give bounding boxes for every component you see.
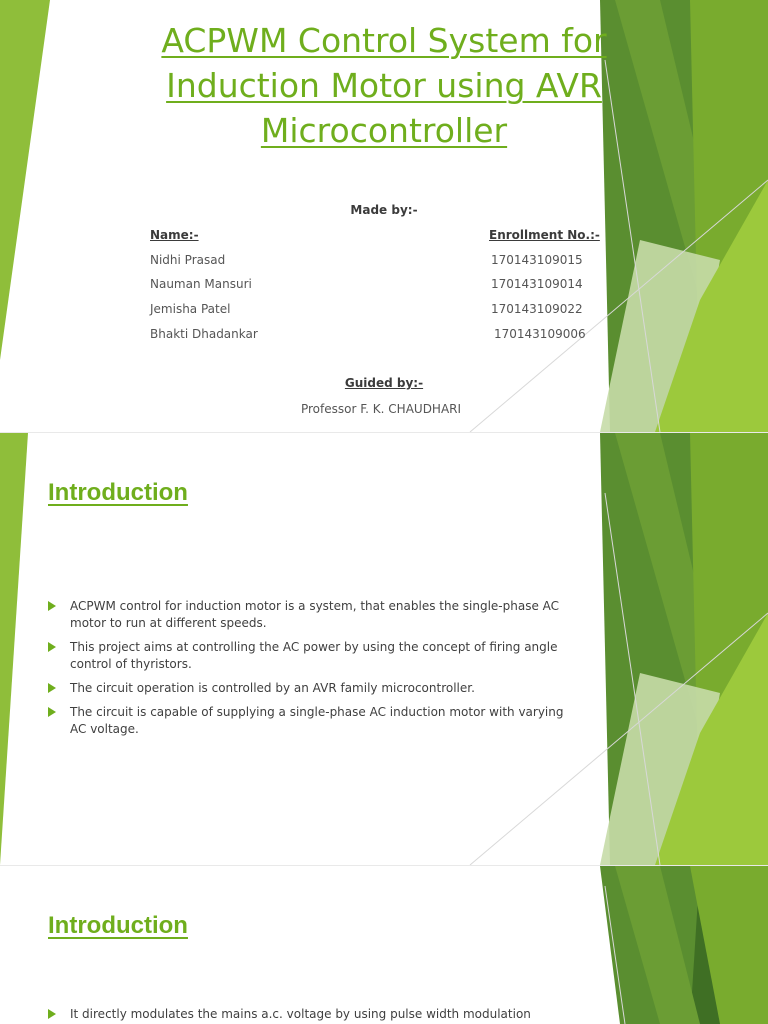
section-title: Introduction: [48, 479, 188, 506]
bullet-item: [48, 680, 568, 697]
made-by-label: Made by:-: [350, 203, 418, 217]
bullet-item: [48, 639, 568, 673]
triangle-bullet-icon: [48, 1009, 56, 1019]
slide-introduction: [0, 433, 768, 865]
member-row: [0, 327, 768, 347]
bullet-text: This project aims at controlling the AC power by using the concept of firing angle control of thyristors.: [70, 640, 558, 671]
member-enrollment: 170143109015: [491, 253, 583, 267]
member-name: Bhakti Dhadankar: [150, 327, 258, 341]
member-row: [0, 277, 768, 297]
member-name: Jemisha Patel: [150, 302, 231, 316]
triangle-bullet-icon: [48, 601, 56, 611]
green-decoration-graphic: [0, 866, 768, 1024]
member-name: Nidhi Prasad: [150, 253, 226, 267]
bullet-text: It directly modulates the mains a.c. voltage by using pulse width modulation: [70, 1007, 531, 1021]
triangle-bullet-icon: [48, 707, 56, 717]
triangle-bullet-icon: [48, 642, 56, 652]
section-title: Introduction: [48, 912, 188, 939]
member-enrollment: 170143109006: [494, 327, 586, 341]
bullet-text: The circuit operation is controlled by an AVR family microcontroller.: [70, 681, 475, 695]
member-enrollment: 170143109014: [491, 277, 583, 291]
slide-title: [0, 0, 768, 432]
guide-name: Professor F. K. CHAUDHARI: [300, 402, 462, 416]
triangle-bullet-icon: [48, 683, 56, 693]
guided-by-label: Guided by:-: [344, 376, 424, 390]
member-row: [0, 302, 768, 322]
member-name: Nauman Mansuri: [150, 277, 252, 291]
member-row: [0, 253, 768, 273]
enrollment-column-header: Enrollment No.:-: [489, 228, 600, 242]
slide-introduction-continued: [0, 866, 768, 1024]
member-enrollment: 170143109022: [491, 302, 583, 316]
bullet-item: [48, 598, 568, 632]
bullet-text: The circuit is capable of supplying a single-phase AC induction motor with varying AC voltage.: [70, 705, 564, 736]
presentation-title: ACPWM Control System for Induction Motor using AVR Microcontroller: [161, 21, 607, 150]
name-column-header: Name:-: [150, 228, 199, 242]
bullet-list: [48, 1006, 588, 1024]
bullet-list: [48, 598, 568, 745]
bullet-item: [48, 1006, 588, 1023]
bullet-item: [48, 704, 568, 738]
bullet-text: ACPWM control for induction motor is a system, that enables the single-phase AC motor to run at different speeds.: [70, 599, 560, 630]
